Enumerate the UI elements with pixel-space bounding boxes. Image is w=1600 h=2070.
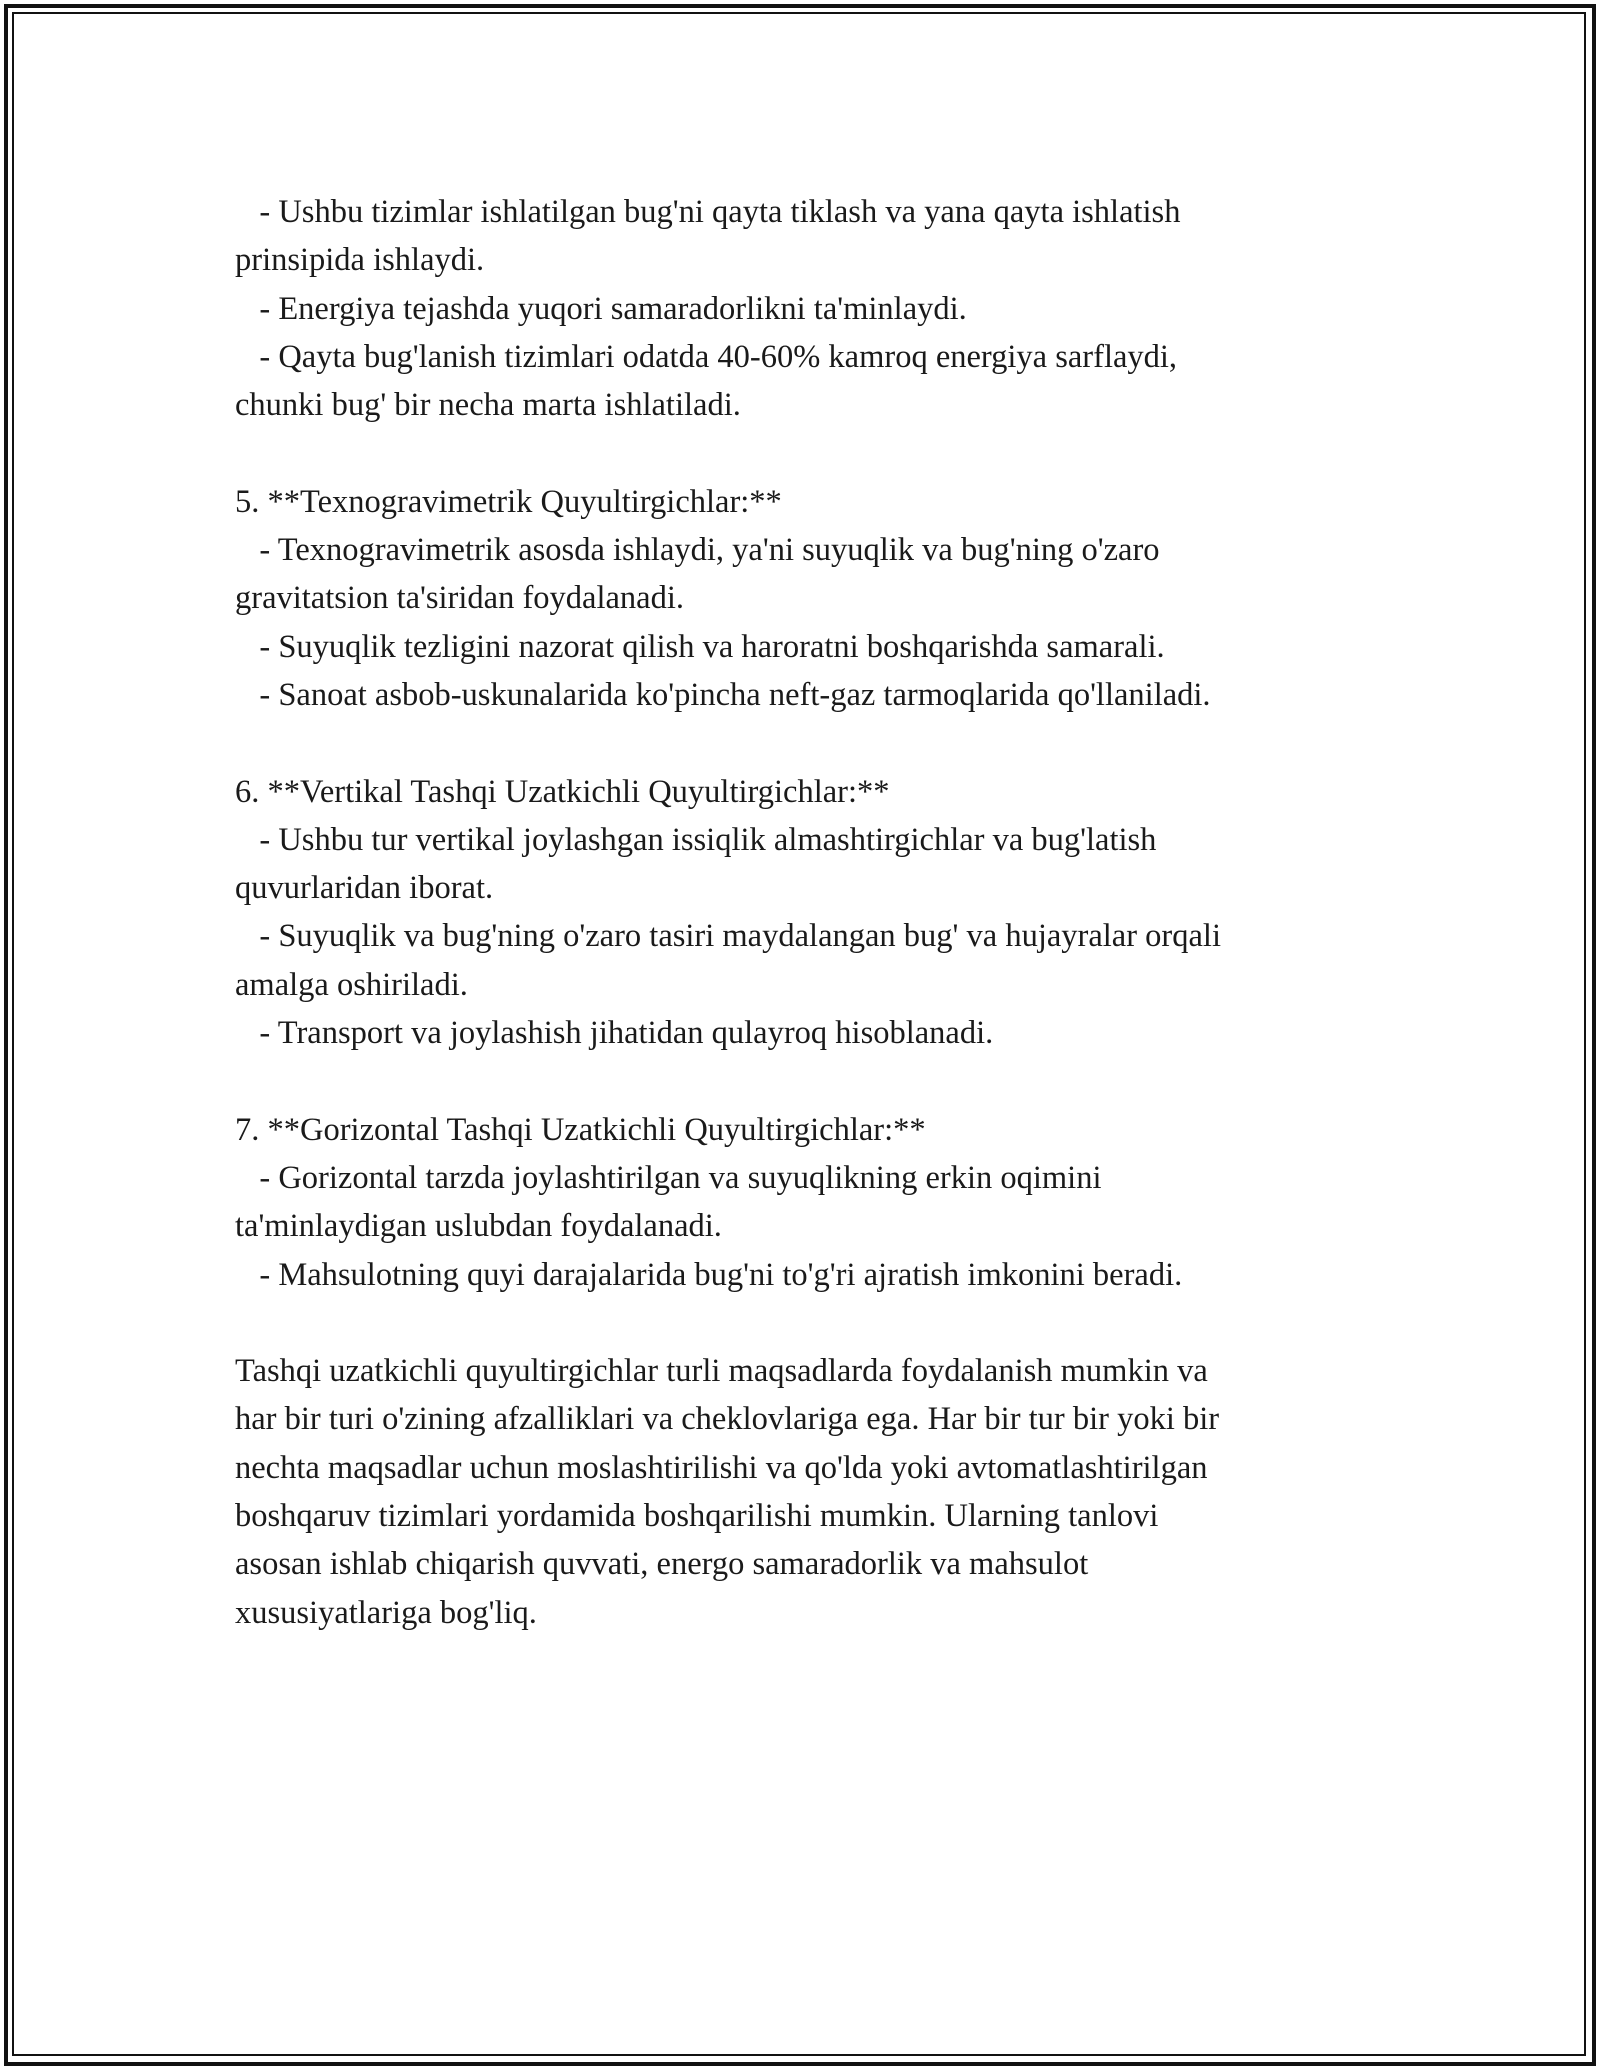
document-body — [235, 188, 1375, 1637]
paragraph-gap — [235, 429, 1375, 477]
bullet-line: - Suyuqlik tezligini nazorat qilish va haroratni boshqarishda samarali. — [235, 628, 1165, 665]
paragraph-gap — [235, 1057, 1375, 1105]
bullet-continuation: gravitatsion ta'siridan foydalanadi. — [235, 580, 684, 617]
bullet-line: - Texnogravimetrik asosda ishlaydi, ya'ni suyuqlik va bug'ning o'zaro — [235, 532, 1160, 569]
conclusion-paragraph — [235, 1347, 1375, 1637]
conclusion-line: nechta maqsadlar uchun moslashtirilishi va qo'lda yoki avtomatlashtirilgan — [235, 1449, 1208, 1486]
bullet-line: - Sanoat asbob-uskunalarida ko'pincha neft-gaz tarmoqlarida qo'llaniladi. — [235, 676, 1211, 713]
section-heading: 7. **Gorizontal Tashqi Uzatkichli Quyultirgichlar:** — [235, 1111, 926, 1148]
conclusion-line: asosan ishlab chiqarish quvvati, energo samaradorlik va mahsulot — [235, 1546, 1089, 1583]
bullet-line: - Qayta bug'lanish tizimlari odatda 40-60% kamroq energiya sarflaydi, — [235, 338, 1178, 375]
paragraph-gap — [235, 719, 1375, 767]
conclusion-line: boshqaruv tizimlari yordamida boshqarilishi mumkin. Ularning tanlovi — [235, 1498, 1159, 1535]
bullet-line: - Gorizontal tarzda joylashtirilgan va suyuqlikning erkin oqimini — [235, 1159, 1102, 1196]
bullet-continuation: chunki bug' bir necha marta ishlatiladi. — [235, 387, 741, 424]
conclusion-line: har bir turi o'zining afzalliklari va cheklovlariga ega. Har bir tur bir yoki bir — [235, 1401, 1220, 1438]
intro-bullets — [235, 188, 1375, 429]
bullet-line: - Mahsulotning quyi darajalarida bug'ni to'g'ri ajratish imkonini beradi. — [235, 1256, 1183, 1293]
bullet-continuation: amalga oshiriladi. — [235, 966, 468, 1003]
section-heading: 6. **Vertikal Tashqi Uzatkichli Quyultirgichlar:** — [235, 773, 890, 810]
bullet-line: - Suyuqlik va bug'ning o'zaro tasiri maydalangan bug' va hujayralar orqali — [235, 918, 1221, 955]
bullet-continuation: ta'minlaydigan uslubdan foydalanadi. — [235, 1208, 722, 1245]
section-5 — [235, 478, 1375, 719]
bullet-line: - Energiya tejashda yuqori samaradorlikni ta'minlaydi. — [235, 290, 967, 327]
section-heading: 5. **Texnogravimetrik Quyultirgichlar:** — [235, 483, 782, 520]
section-7 — [235, 1106, 1375, 1299]
section-6 — [235, 768, 1375, 1058]
bullet-line: - Ushbu tur vertikal joylashgan issiqlik almashtirgichlar va bug'latish — [235, 821, 1157, 858]
conclusion-line: Tashqi uzatkichli quyultirgichlar turli maqsadlarda foydalanish mumkin va — [235, 1353, 1208, 1390]
paragraph-gap — [235, 1299, 1375, 1347]
bullet-continuation: prinsipida ishlaydi. — [235, 242, 485, 279]
bullet-continuation: quvurlaridan iborat. — [235, 870, 494, 907]
bullet-line: - Ushbu tizimlar ishlatilgan bug'ni qayta tiklash va yana qayta ishlatish — [235, 194, 1181, 230]
bullet-line: - Transport va joylashish jihatidan qulayroq hisoblanadi. — [235, 1015, 994, 1052]
conclusion-line: xususiyatlariga bog'liq. — [235, 1594, 537, 1631]
